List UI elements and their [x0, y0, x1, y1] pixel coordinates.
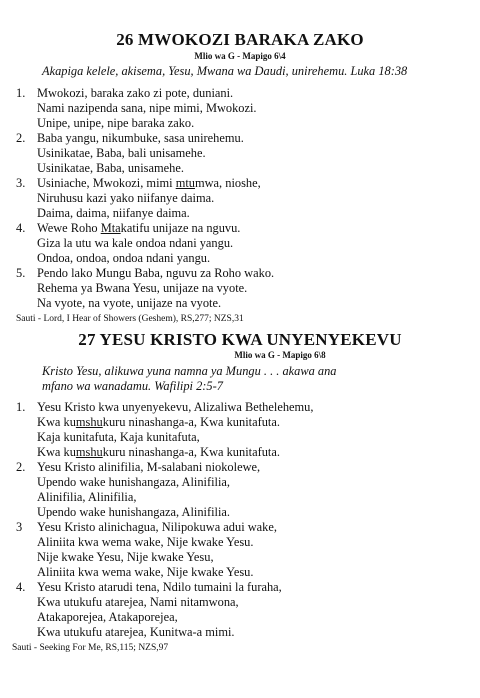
- hymn-26-verse-5-line-3: Na vyote, na vyote, unijaze na vyote.: [37, 296, 222, 310]
- hymn-26-tune-credit: Sauti - Lord, I Hear of Showers (Geshem), RS,277; NZS,31: [16, 314, 244, 324]
- hymn-27-verse-2-line-1: Yesu Kristo alinifilia, M-salabani niokolewe,: [37, 460, 261, 474]
- hymn-26-verse-1-line-2: Nami nazipenda sana, nipe mimi, Mwokozi.: [37, 101, 257, 115]
- hymn-26-verse-5-line-2: Rehema ya Bwana Yesu, unijaze na vyote.: [37, 281, 248, 295]
- hymn-27-verse-2-line-4: Upendo wake hunishangaza, Alinifilia.: [37, 505, 231, 519]
- hymn-27-verse-4-number: 4.: [16, 580, 26, 594]
- hymn-26-verse-1-line-1: Mwokozi, baraka zako zi pote, duniani.: [37, 86, 234, 100]
- hymn-26-verse-5-number: 5.: [16, 266, 26, 280]
- hymn-27-verse-1-line-4: Kwa kumshukuru ninashanga-a, Kwa kunitafuta.: [37, 445, 280, 459]
- hymn-27-verse-2-number: 2.: [16, 460, 26, 474]
- hymn-26-title: 26 MWOKOZI BARAKA ZAKO: [116, 30, 364, 49]
- hymn-26-epigraph: Akapiga kelele, akisema, Yesu, Mwana wa Daudi, unirehemu. Luka 18:38: [42, 64, 408, 78]
- hymn-27-tune-credit: Sauti - Seeking For Me, RS,115; NZS,97: [12, 643, 169, 653]
- hymn-27-epigraph-line-1: Kristo Yesu, alikuwa yuna namna ya Mungu . . . akawa ana: [42, 364, 337, 378]
- hymn-26-verse-2-line-2: Usinikatae, Baba, bali unisamehe.: [37, 146, 206, 160]
- hymn-27-verse-1-line-3: Kaja kunitafuta, Kaja kunitafuta,: [37, 430, 200, 444]
- hymn-27-verse-4-line-2: Kwa utukufu atarejea, Nami nitamwona,: [37, 595, 239, 609]
- hymn-26-verse-5-line-1: Pendo lako Mungu Baba, nguvu za Roho wako.: [37, 266, 275, 280]
- hymn-27-verse-4-line-1: Yesu Kristo atarudi tena, Ndilo tumaini la furaha,: [37, 580, 282, 594]
- hymn-26-verse-4-line-3: Ondoa, ondoa, ondoa ndani yangu.: [37, 251, 211, 265]
- hymn-27-verse-3-number: 3: [16, 520, 23, 534]
- hymn-27-verse-4-line-3: Atakaporejea, Atakaporejea,: [37, 610, 178, 624]
- hymn-27-verse-3-line-3: Nije kwake Yesu, Nije kwake Yesu,: [37, 550, 214, 564]
- hymn-26-verse-4-line-1: Wewe Roho Mtakatifu unijaze na nguvu.: [37, 221, 241, 235]
- hymn-27-verse-3-line-1: Yesu Kristo alinichagua, Nilipokuwa adui wake,: [37, 520, 277, 534]
- hymn-26-verse-3-line-3: Daima, daima, niifanye daima.: [37, 206, 190, 220]
- hymn-26-verse-1-number: 1.: [16, 86, 26, 100]
- hymn-26-verse-1-line-3: Unipe, unipe, nipe baraka zako.: [37, 116, 195, 130]
- hymn-27-verse-3-line-4: Aliniita kwa wema wake, Nije kwake Yesu.: [37, 565, 254, 579]
- hymn-27-verse-1-number: 1.: [16, 400, 26, 414]
- hymn-26-verse-3-line-1: Usiniache, Mwokozi, mimi mtumwa, nioshe,: [37, 176, 261, 190]
- hymn-26-verse-4-number: 4.: [16, 221, 26, 235]
- hymn-26-verse-4-line-2: Giza la utu wa kale ondoa ndani yangu.: [37, 236, 234, 250]
- hymn-27-epigraph-line-2: mfano wa wanadamu. Wafilipi 2:5-7: [42, 379, 223, 393]
- hymn-27-verse-2-line-3: Alinifilia, Alinifilia,: [37, 490, 137, 504]
- hymn-27-verse-1-line-2: Kwa kumshukuru ninashanga-a, Kwa kunitafuta.: [37, 415, 280, 429]
- hymn-27-verse-2-line-2: Upendo wake hunishangaza, Alinifilia,: [37, 475, 231, 489]
- hymn-27-verse-4-line-4: Kwa utukufu atarejea, Kunitwa-a mimi.: [37, 625, 235, 639]
- hymn-26-verse-2-number: 2.: [16, 131, 26, 145]
- hymn-26-verse-2-line-3: Usinikatae, Baba, unisamehe.: [37, 161, 184, 175]
- hymn-26-verse-3-number: 3.: [16, 176, 26, 190]
- hymn-26-verse-2-line-1: Baba yangu, nikumbuke, sasa unirehemu.: [37, 131, 244, 145]
- hymn-26-verse-3-line-2: Niruhusu kazi yako niifanye daima.: [37, 191, 215, 205]
- hymn-27-verse-1-line-1: Yesu Kristo kwa unyenyekevu, Alizaliwa Bethelehemu,: [37, 400, 314, 414]
- hymn-26-subtitle: Mlio wa G - Mapigo 6\4: [194, 51, 286, 61]
- hymn-27-title: 27 YESU KRISTO KWA UNYENYEKEVU: [78, 330, 402, 349]
- hymn-27-verse-3-line-2: Aliniita kwa wema wake, Nije kwake Yesu.: [37, 535, 254, 549]
- hymn-27-subtitle: Mlio wa G - Mapigo 6\8: [234, 350, 326, 360]
